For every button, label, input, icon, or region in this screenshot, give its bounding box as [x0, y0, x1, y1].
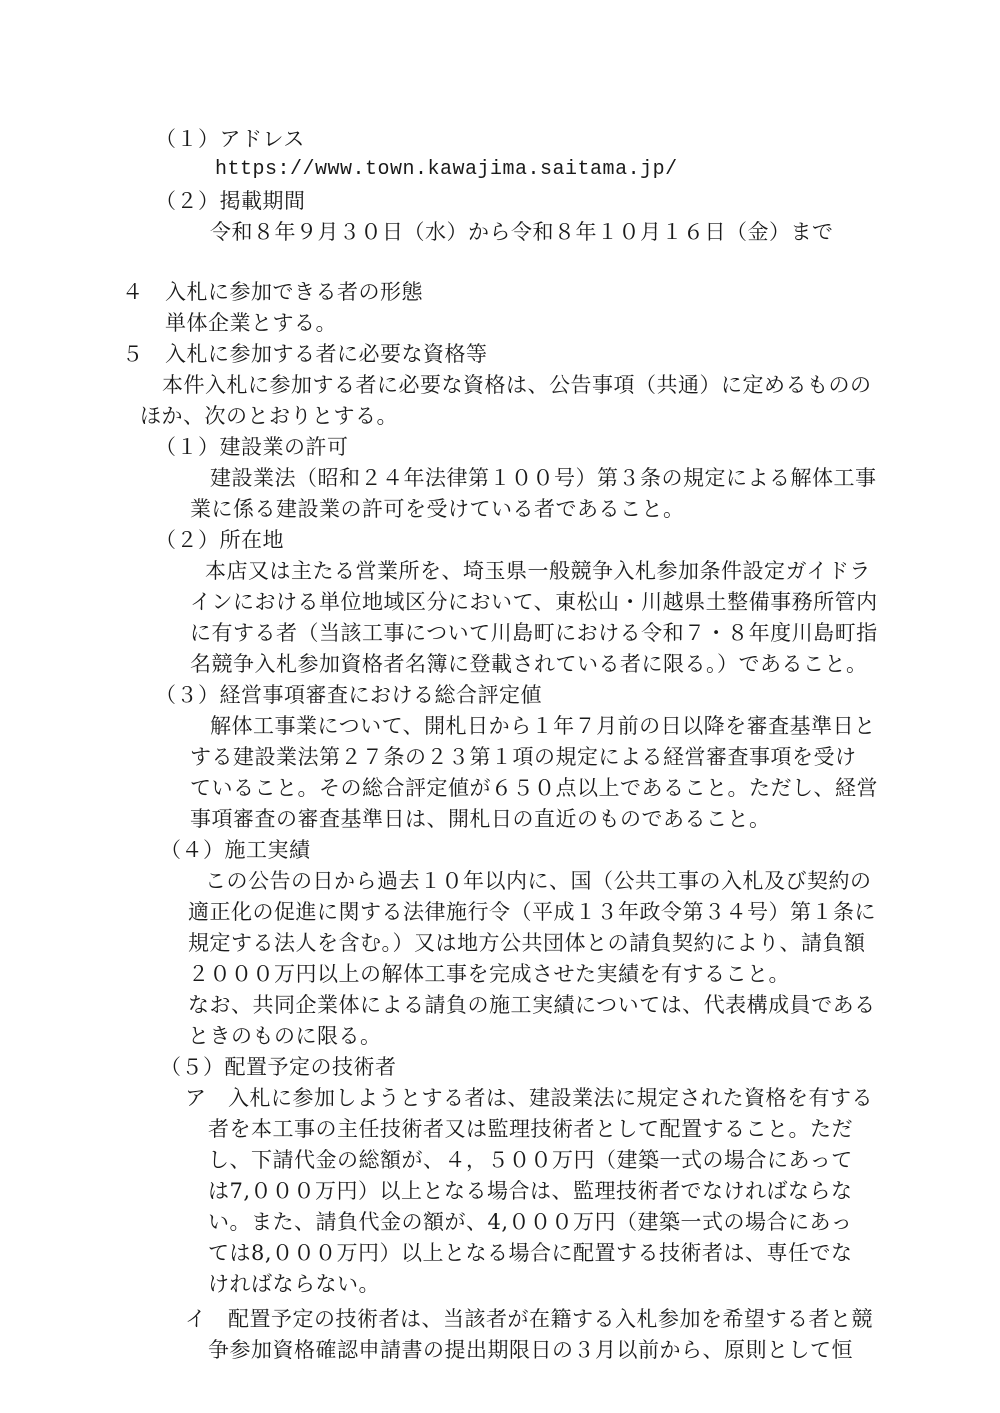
item-5i-line: イ 配置予定の技術者は、当該者が在籍する入札参加を希望する者と競 [185, 1307, 873, 1331]
item-3-title: （３）経営事項審査における総合評定値 [155, 683, 542, 707]
section-1-title: （１）アドレス [155, 127, 305, 151]
item-2-line: 本店又は主たる営業所を、埼玉県一般競争入札参加条件設定ガイドラ [205, 559, 871, 583]
item-5-title: （５）配置予定の技術者 [160, 1055, 397, 1079]
item-5a-line: 者を本工事の主任技術者又は監理技術者として配置すること。ただ [208, 1117, 853, 1141]
heading-5: ５ 入札に参加する者に必要な資格等 [122, 342, 488, 366]
item-4-line: ときのものに限る。 [188, 1024, 382, 1048]
item-2-line: に有する者（当該工事について川島町における令和７・８年度川島町指 [190, 621, 878, 645]
item-5i-line: 争参加資格確認申請書の提出期限日の３月以前から、原則として恒 [208, 1338, 853, 1362]
heading-5-intro-line: 本件入札に参加する者に必要な資格は、公告事項（共通）に定めるものの [162, 373, 872, 397]
item-2-line: インにおける単位地域区分において、東松山・川越県土整備事務所管内 [190, 590, 878, 614]
item-5a-line: ア 入札に参加しようとする者は、建設業法に規定された資格を有する [185, 1086, 873, 1110]
item-3-line: ていること。その総合評定値が６５０点以上であること。ただし、経営 [190, 776, 878, 800]
item-3-line: 事項審査の審査基準日は、開札日の直近のものであること。 [190, 807, 771, 831]
item-4-line: 適正化の促進に関する法律施行令（平成１３年政令第３４号）第１条に [188, 900, 876, 924]
heading-4-body: 単体企業とする。 [165, 311, 337, 335]
item-4-line: 規定する法人を含む。）又は地方公共団体との請負契約により、請負額 [188, 931, 866, 955]
url-text: https://www.town.kawajima.saitama.jp/ [215, 158, 678, 181]
item-5a-line: ければならない。 [208, 1272, 380, 1296]
item-5a-line: し、下請代金の総額が、４，５００万円（建築一式の場合にあって [208, 1148, 853, 1172]
item-2-line: 名競争入札参加資格者名簿に登載されている者に限る。）であること。 [190, 652, 868, 676]
item-3-line: 解体工事業について、開札日から１年７月前の日以降を審査基準日と [210, 714, 876, 738]
heading-5-intro-line: ほか、次のとおりとする。 [140, 404, 398, 428]
item-1-line: 建設業法（昭和２４年法律第１００号）第３条の規定による解体工事 [210, 466, 877, 490]
period-text: 令和８年９月３０日（水）から令和８年１０月１６日（金）まで [210, 220, 834, 244]
item-5a-line: い。また、請負代金の額が、4,０００万円（建築一式の場合にあっ [208, 1210, 853, 1234]
item-5a-line: は7,０００万円）以上となる場合は、監理技術者でなければならな [208, 1179, 853, 1203]
item-4-line: なお、共同企業体による請負の施工実績については、代表構成員である [188, 993, 876, 1017]
item-2-title: （２）所在地 [155, 528, 284, 552]
item-4-line: この公告の日から過去１０年以内に、国（公共工事の入札及び契約の [205, 869, 872, 893]
item-1-line: 業に係る建設業の許可を受けている者であること。 [190, 497, 685, 521]
item-1-title: （１）建設業の許可 [155, 435, 349, 459]
item-5a-line: ては8,０００万円）以上となる場合に配置する技術者は、専任でな [208, 1241, 853, 1265]
item-4-title: （４）施工実績 [160, 838, 311, 862]
item-4-line: ２０００万円以上の解体工事を完成させた実績を有すること。 [188, 962, 790, 986]
item-3-line: する建設業法第２７条の２３第１項の規定による経営審査事項を受け [190, 745, 857, 769]
heading-4: ４ 入札に参加できる者の形態 [122, 280, 423, 304]
section-2-title: （２）掲載期間 [155, 189, 306, 213]
